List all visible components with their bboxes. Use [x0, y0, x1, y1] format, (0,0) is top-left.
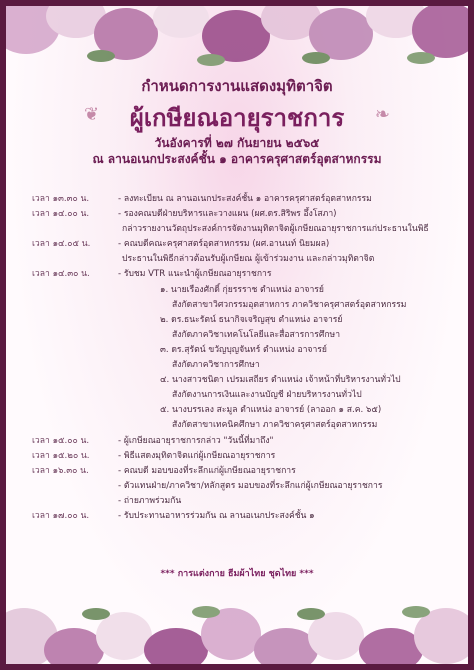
retiree-entry [24, 343, 456, 358]
schedule-time: เวลา ๑๗.๐๐ น. [32, 510, 90, 521]
retiree-affiliation: สังกัดภาควิชาเทคโนโลยีและสื่อสารการศึกษา [172, 329, 341, 340]
retiree-affiliation: สังกัดสาขาเทคนิคศึกษา ภาควิชาครุศาสตร์อุตสาหกรรม [172, 420, 378, 431]
retiree-entry [24, 283, 456, 298]
schedule-text: - รองคณบดีฝ่ายบริหารและวางแผน (ผศ.ดร.สิริพร อึ้งโสภา) [118, 209, 337, 220]
retiree-entry [24, 388, 456, 403]
schedule-row [24, 237, 456, 252]
retiree-entry [24, 373, 456, 388]
retiree-entry [24, 358, 456, 373]
schedule-time: เวลา ๑๓.๓๐ น. [32, 194, 90, 204]
schedule-time: เวลา ๑๕.๒๐ น. [32, 450, 90, 461]
schedule-text: - ถ่ายภาพร่วมกัน [118, 495, 182, 506]
schedule-row [24, 222, 456, 237]
retiree-name: ๒. ดร.ธนะรัตน์ ธนากิจเจริญสุข ตำแหน่ง อาจารย์ [160, 314, 343, 325]
schedule-text: - รับประทานอาหารร่วมกัน ณ ลานอเนกประสงค์ชั้น ๑ [118, 510, 315, 521]
retiree-name: ๑. นายเรืองศักดิ์ กุ่ยรรราช ตำแหน่ง อาจารย์ [160, 284, 324, 295]
retiree-affiliation: สังกัดภาควิชาการศึกษา [172, 360, 260, 371]
schedule-row [24, 494, 456, 509]
title-main: ผู้เกษียณอายุราชการ [129, 104, 345, 132]
title-line-1: กำหนดการงานแสดงมุทิตาจิต [141, 77, 333, 95]
schedule-text: - พิธีแสดงมุทิตาจิตแก่ผู้เกษียณอายุราชการ [118, 450, 276, 461]
retiree-name: ๕. นางบรรเลง สะมูล ตำแหน่ง อาจารย์ (ลาออก ๑ ส.ค. ๖๕) [160, 405, 382, 416]
retiree-affiliation: สังกัดสาขาวิศวกรรมอุตสาหการ ภาควิชาครุศาสตร์อุตสาหกรรม [172, 299, 407, 310]
schedule-list [24, 192, 456, 524]
schedule-row [24, 479, 456, 494]
retiree-entry [24, 418, 456, 433]
retiree-name: ๓. ดร.สุรัตน์ ขวัญบุญจันทร์ ตำแหน่ง อาจารย์ [160, 344, 327, 355]
schedule-row [24, 192, 456, 207]
left-flourish-icon: ❦ [84, 104, 100, 125]
schedule-time: เวลา ๑๖.๓๐ น. [32, 465, 89, 476]
schedule-time: เวลา ๑๕.๐๐ น. [32, 435, 90, 446]
event-date: วันอังคารที่ ๒๗ กันยายน ๒๕๖๕ [154, 136, 320, 150]
schedule-row [24, 449, 456, 464]
schedule-row [24, 267, 456, 282]
schedule-text: - คณบดีคณะครุศาสตร์อุตสาหกรรม (ผศ.อานนท์ นิยมผล) [118, 239, 330, 250]
schedule-text: - รับชม VTR แนะนำผู้เกษียณอายุราชการ [118, 269, 272, 280]
schedule-row [24, 207, 456, 222]
schedule-text: - ผู้เกษียณอายุราชการกล่าว "วันนี้ที่มาถึง" [118, 435, 274, 446]
event-venue: ณ ลานอเนกประสงค์ชั้น ๑ อาคารครุศาสตร์อุตสาหกรรม [92, 152, 382, 166]
schedule-row [24, 464, 456, 479]
schedule-time: เวลา ๑๔.๐๐ น. [32, 209, 90, 220]
right-flourish-icon: ❧ [374, 104, 390, 125]
retiree-entry [24, 313, 456, 328]
retiree-name: ๔. นางสาวชนิดา เปรมเสถียร ตำแหน่ง เจ้าหน้าที่บริหารงานทั่วไป [160, 375, 401, 386]
schedule-text: ประธานในพิธีกล่าวต้อนรับผู้เกษียณ ผู้เข้าร่วมงาน และกล่าวมุทิตาจิต [122, 254, 375, 265]
schedule-time: เวลา ๑๔.๓๐ น. [32, 269, 90, 280]
schedule-text: กล่าวรายงานวัตถุประสงค์การจัดงานมุทิตาจิตผู้เกษียณอายุราชการแก่ประธานในพิธี [122, 224, 429, 235]
schedule-row [24, 434, 456, 449]
retiree-entry [24, 328, 456, 343]
schedule-text: - ตัวแทนฝ่าย/ภาควิชา/หลักสูตร มอบของที่ระลึกแก่ผู้เกษียณอายุราชการ [118, 480, 383, 491]
retiree-entry [24, 298, 456, 313]
schedule-text: - ลงทะเบียน ณ ลานอเนกประสงค์ชั้น ๑ อาคารครุศาสตร์อุตสาหกรรม [118, 194, 372, 204]
schedule-row [24, 252, 456, 267]
schedule-row [24, 509, 456, 524]
schedule-time: เวลา ๑๔.๐๕ น. [32, 239, 91, 250]
dress-code-note: *** การแต่งกาย ธีมผ้าไทย ชุดไทย *** [160, 569, 314, 579]
retiree-affiliation: สังกัดงานการเงินและงานบัญชี ฝ่ายบริหารงานทั่วไป [172, 390, 362, 401]
retiree-entry [24, 403, 456, 418]
floral-top-border [6, 6, 468, 76]
schedule-text: - คณบดี มอบของที่ระลึกแก่ผู้เกษียณอายุราชการ [118, 465, 296, 476]
floral-bottom-border [6, 588, 468, 664]
